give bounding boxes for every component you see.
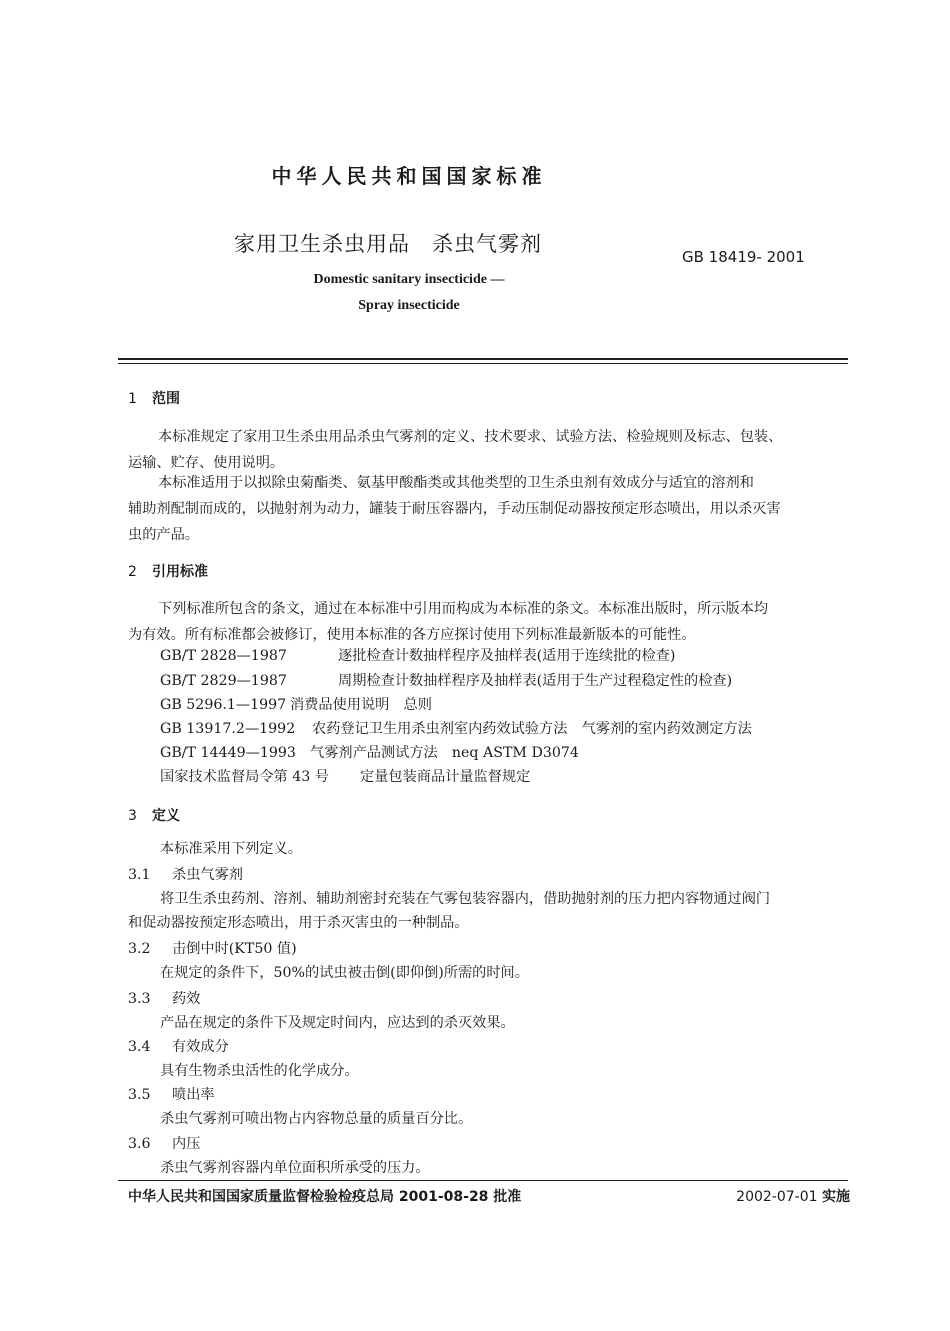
- document-title-en-line1: Domestic sanitary insecticide —: [313, 272, 505, 287]
- term-definition: 杀虫气雾剂可喷出物占内容物总量的质量百分比。: [160, 1111, 473, 1127]
- reference-title: 定量包装商品计量监督规定: [360, 769, 531, 785]
- standard-number: GB 18419- 2001: [682, 248, 805, 266]
- section-1-heading: [128, 388, 180, 408]
- reference-code: GB/T 14449—1993: [160, 745, 296, 761]
- effective-date: [736, 1186, 850, 1206]
- text-line: 本标准规定了家用卫生杀虫用品杀虫气雾剂的定义、技术要求、试验方法、检验规则及标志、包装、: [158, 429, 783, 445]
- reference-item: [160, 742, 579, 762]
- term-definition: 在规定的条件下，50%的试虫被击倒(即仰倒)所需的时间。: [160, 965, 529, 981]
- reference-title: 消费品使用说明 总则: [290, 697, 432, 713]
- term-definition: 将卫生杀虫药剂、溶剂、辅助剂密封充装在气雾包装容器内，借助抛射剂的压力把内容物通过阀门: [160, 891, 771, 907]
- term-3-6: [128, 1133, 200, 1153]
- footer-rule: [118, 1180, 848, 1181]
- term-name: 药效: [172, 991, 201, 1007]
- term-name: 有效成分: [172, 1039, 229, 1055]
- section-title: 定义: [152, 808, 180, 824]
- term-name: 杀虫气雾剂: [172, 867, 243, 883]
- reference-code: 国家技术监督局令第 43 号: [160, 769, 329, 785]
- term-3-5: [128, 1084, 215, 1104]
- term-name: 喷出率: [172, 1087, 215, 1103]
- reference-code: GB/T 2828—1987: [160, 648, 287, 664]
- section-title: 范围: [152, 391, 180, 407]
- reference-code: GB 13917.2—1992: [160, 721, 296, 737]
- reference-title: 农药登记卫生用杀虫剂室内药效试验方法 气雾剂的室内药效测定方法: [312, 721, 752, 737]
- effective-date-value: 2002-07-01: [736, 1189, 818, 1205]
- reference-title: 气雾剂产品测试方法 neq ASTM D3074: [310, 745, 579, 761]
- term-3-2: [128, 938, 297, 958]
- document-title-cn: 家用卫生杀虫用品 杀虫气雾剂: [234, 232, 542, 256]
- reference-item: [160, 670, 732, 690]
- term-number: 3.1: [128, 867, 151, 883]
- section-number: 3: [128, 808, 137, 824]
- reference-item: [160, 766, 530, 786]
- reference-title: 周期检查计数抽样程序及抽样表(适用于生产过程稳定性的检查): [338, 673, 733, 689]
- reference-item: [160, 694, 432, 714]
- effective-label: 实施: [822, 1189, 850, 1205]
- term-number: 3.3: [128, 991, 151, 1007]
- text-line: 下列标准所包含的条文，通过在本标准中引用而构成为本标准的条文。本标准出版时，所示版本均: [158, 601, 769, 617]
- section-1-paragraph-1: [128, 424, 850, 476]
- term-3-1: [128, 864, 243, 884]
- reference-item: [160, 645, 675, 665]
- term-definition: 产品在规定的条件下及规定时间内，应达到的杀灭效果。: [160, 1015, 515, 1031]
- text-line: 本标准适用于以拟除虫菊酯类、氨基甲酸酯类或其他类型的卫生杀虫剂有效成分与适宜的溶剂和: [158, 475, 754, 491]
- reference-code: GB/T 2829—1987: [160, 673, 287, 689]
- section-number: 1: [128, 391, 137, 407]
- term-number: 3.5: [128, 1087, 151, 1103]
- term-number: 3.4: [128, 1039, 151, 1055]
- text-line: 为有效。所有标准都会被修订，使用本标准的各方应探讨使用下列标准最新版本的可能性。: [128, 627, 696, 643]
- section-number: 2: [128, 564, 137, 580]
- text-line: 虫的产品。: [128, 527, 199, 543]
- national-standard-heading: 中华人民共和国国家标准: [271, 164, 547, 188]
- document-title-en-line2: Spray insecticide: [358, 298, 460, 313]
- term-definition: 具有生物杀虫活性的化学成分。: [160, 1063, 359, 1079]
- reference-code: GB 5296.1—1997: [160, 697, 287, 713]
- section-title: 引用标准: [152, 564, 208, 580]
- section-3-heading: [128, 805, 180, 825]
- section-2-heading: [128, 561, 208, 581]
- text-line: 辅助剂配制而成的，以抛射剂为动力，罐装于耐压容器内，手动压制促动器按预定形态喷出，用以杀灭害: [128, 501, 781, 517]
- section-1-paragraph-2: [128, 470, 850, 548]
- text-line: 运输、贮存、使用说明。: [128, 455, 285, 471]
- term-number: 3.6: [128, 1136, 151, 1152]
- term-definition-continued: 和促动器按预定形态喷出，用于杀灭害虫的一种制品。: [128, 915, 469, 931]
- header-rule-thin: [118, 363, 848, 364]
- reference-item: [160, 718, 752, 738]
- section-2-paragraph-1: [128, 596, 850, 648]
- section-3-intro: 本标准采用下列定义。: [160, 841, 302, 857]
- term-3-3: [128, 988, 200, 1008]
- term-name: 击倒中时(KT50 值): [172, 941, 297, 957]
- reference-title: 逐批检查计数抽样程序及抽样表(适用于连续批的检查): [338, 648, 676, 664]
- term-name: 内压: [172, 1136, 201, 1152]
- header-rule-thick: [118, 358, 848, 360]
- term-3-4: [128, 1036, 229, 1056]
- term-number: 3.2: [128, 941, 151, 957]
- term-definition: 杀虫气雾剂容器内单位面积所承受的压力。: [160, 1160, 430, 1176]
- approval-issuer: 中华人民共和国国家质量监督检验检疫总局 2001-08-28 批准: [128, 1189, 522, 1205]
